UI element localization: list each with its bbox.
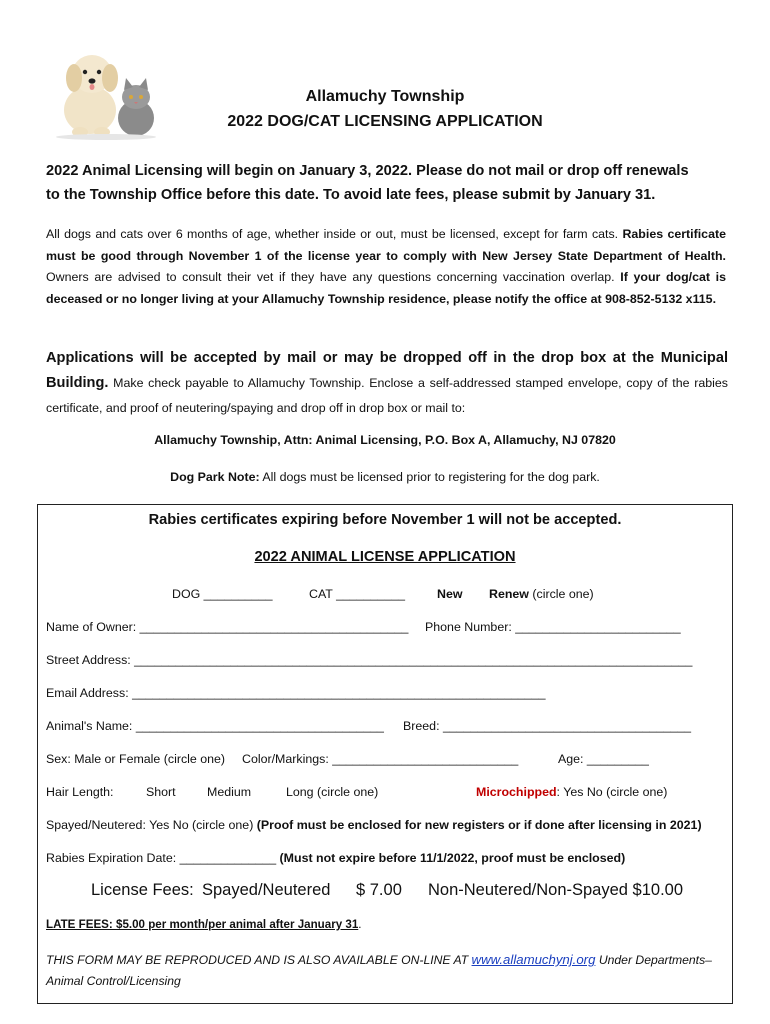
footer-text-b: Under Departments– xyxy=(598,953,712,967)
dog-park-label: Dog Park Note: xyxy=(170,470,260,484)
sex-field[interactable]: Sex: Male or Female (circle one) xyxy=(46,752,226,766)
hair-length-label: Hair Length: xyxy=(46,785,114,799)
license-application-form xyxy=(37,504,733,1004)
renew-option-group xyxy=(489,587,594,601)
email-address-field[interactable]: Email Address: ____________________________________________________________ xyxy=(46,686,546,700)
rabies-warning: Rabies certificates expiring before November 1 will not be accepted. xyxy=(148,512,622,528)
age-field[interactable]: Age: _________ xyxy=(558,752,649,766)
license-fees-label: License Fees: xyxy=(91,881,194,899)
mail-heading: Applications will be accepted by mail or may be dropped off in the drop box at the Municipal Building. xyxy=(46,350,728,391)
late-fees-note: LATE FEES: $5.00 per month/per animal after January 31. xyxy=(46,918,362,931)
mailing-address: Allamuchy Township, Attn: Animal Licensing, P.O. Box A, Allamuchy, NJ 07820 xyxy=(154,433,616,447)
township-title: Allamuchy Township xyxy=(305,88,465,105)
footer-line-2: Animal Control/Licensing xyxy=(46,974,181,988)
breed-field[interactable]: Breed: ____________________________________ xyxy=(403,719,692,733)
rabies-expiration-note: (Must not expire before 11/1/2022, proof must be enclosed) xyxy=(279,851,626,865)
hair-medium-option[interactable]: Medium xyxy=(207,785,252,799)
footer-text-a: THIS FORM MAY BE REPRODUCED AND IS ALSO AVAILABLE ON-LINE AT xyxy=(46,953,469,967)
hair-short-option[interactable]: Short xyxy=(146,785,176,799)
new-option[interactable]: New xyxy=(437,587,463,601)
fees-non-neutered: Non-Neutered/Non-Spayed $10.00 xyxy=(428,881,684,899)
form-title-text: 2022 ANIMAL LICENSE APPLICATION xyxy=(254,549,516,565)
animal-name-field[interactable]: Animal's Name: ____________________________________ xyxy=(46,719,384,733)
renew-option[interactable]: Renew xyxy=(489,587,529,601)
dog-park-note xyxy=(0,470,770,484)
rabies-expiration-label: Rabies Expiration Date: ______________ xyxy=(46,851,277,865)
mail-paragraph xyxy=(46,346,728,421)
intro-text-a: All dogs and cats over 6 months of age, whether inside or out, must be licensed, except for farm cats. xyxy=(46,227,619,241)
phone-number-field[interactable]: Phone Number: ________________________ xyxy=(425,620,681,634)
renew-circle-one: (circle one) xyxy=(532,587,594,601)
spayed-neutered-field[interactable] xyxy=(46,818,702,832)
footer-line-1 xyxy=(46,952,712,967)
intro-text-deceased: If your dog/cat is deceased or no longer living at your Allamuchy Township residence, please notify the office at 908-852-5132 x115. xyxy=(46,270,726,306)
color-markings-field[interactable]: Color/Markings: ___________________________ xyxy=(242,752,519,766)
fees-spayed-label: Spayed/Neutered xyxy=(202,881,331,899)
cat-field[interactable]: CAT __________ xyxy=(309,587,405,601)
application-title: 2022 DOG/CAT LICENSING APPLICATION xyxy=(227,113,543,130)
microchipped-options: : Yes No (circle one) xyxy=(556,785,668,799)
microchipped-field[interactable] xyxy=(476,785,667,799)
street-address-field[interactable]: Street Address: _________________________________________________________________________________ xyxy=(46,653,693,667)
spayed-neutered-options: Spayed/Neutered: Yes No (circle one) xyxy=(46,818,254,832)
notice-line-1: 2022 Animal Licensing will begin on January 3, 2022. Please do not mail or drop off renewals xyxy=(46,163,689,179)
intro-text-vet: Owners are advised to consult their vet if they have any questions concerning vaccination overlap. xyxy=(46,270,615,284)
microchipped-label: Microchipped xyxy=(476,785,557,799)
fees-spayed-amount: $ 7.00 xyxy=(356,881,402,899)
spayed-proof-note: (Proof must be enclosed for new registers or if done after licensing in 2021) xyxy=(256,818,702,832)
notice-line-2: to the Township Office before this date. To avoid late fees, please submit by January 31. xyxy=(46,187,656,203)
rabies-expiration-field[interactable] xyxy=(46,851,625,865)
intro-paragraph xyxy=(46,224,726,310)
dog-park-text: All dogs must be licensed prior to registering for the dog park. xyxy=(262,470,600,484)
township-website-link[interactable]: www.allamuchynj.org xyxy=(471,952,596,967)
owner-name-field[interactable]: Name of Owner: _______________________________________ xyxy=(46,620,409,634)
form-title xyxy=(38,549,732,565)
late-fees-text: LATE FEES: $5.00 per month/per animal after January 31 xyxy=(46,918,359,931)
dog-field[interactable]: DOG __________ xyxy=(172,587,273,601)
mail-body: Make check payable to Allamuchy Township. Enclose a self-addressed stamped envelope, copy of the rabies certificate, and proof of neutering/spaying and drop off in drop box or mail to: xyxy=(46,376,728,415)
intro-text-rabies: Rabies certificate must be good through November 1 of the license year to comply with New Jersey State Department of Health. xyxy=(46,227,726,263)
hair-long-option[interactable]: Long (circle one) xyxy=(286,785,379,799)
